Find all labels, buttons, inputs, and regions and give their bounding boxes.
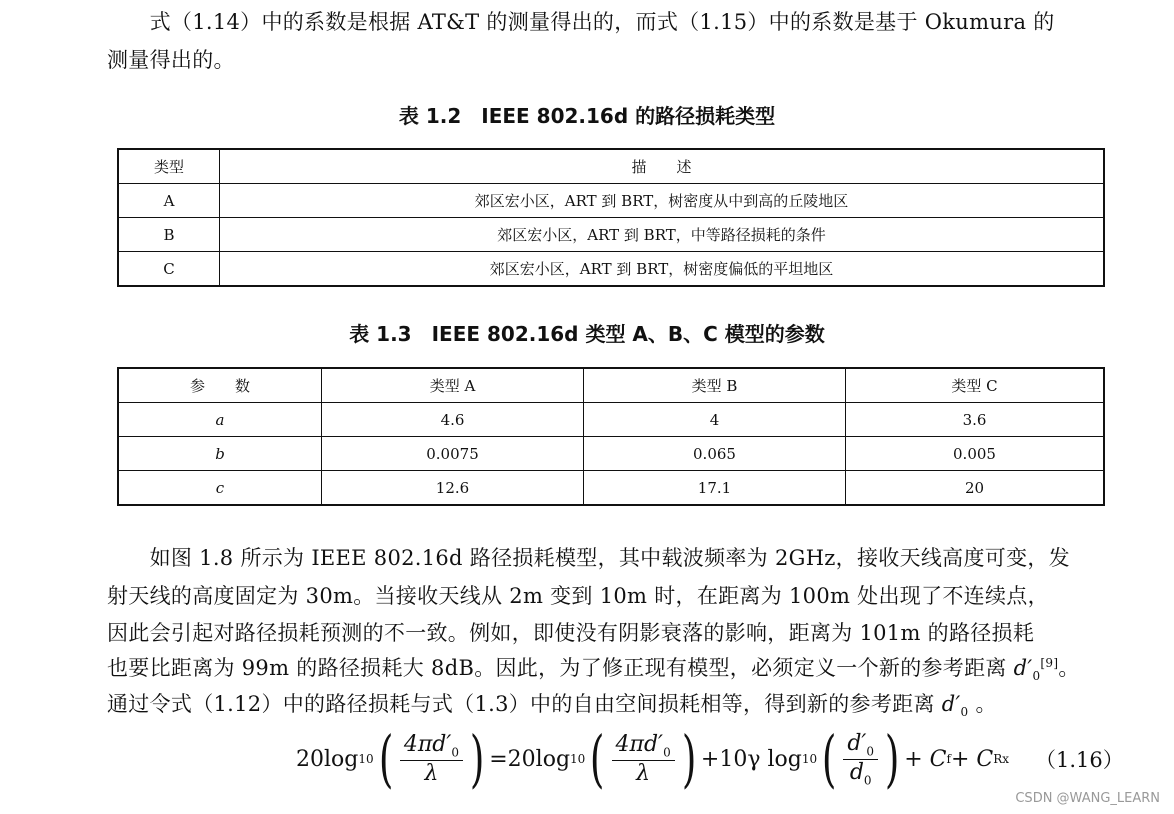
numerator: 4πd′ xyxy=(615,732,664,758)
table-row xyxy=(118,471,1104,506)
cell: 17.1 xyxy=(584,471,846,506)
cell: C xyxy=(118,252,220,287)
punct: 。 xyxy=(968,692,997,716)
paragraph-line: 因此会引起对路径损耗预测的不一致。例如，即使没有阴影衰落的影响，距离为 101m 的路径损耗 xyxy=(107,621,1035,645)
eq-term: 20log xyxy=(507,746,571,772)
model-parameters-table xyxy=(117,367,1105,506)
cell: 0.065 xyxy=(584,437,846,471)
subscript: 0 xyxy=(866,744,875,759)
paragraph-line: 式（1.14）中的系数是根据 AT&T 的测量得出的，而式（1.15）中的系数是基于 Okumura 的 xyxy=(107,10,1055,34)
cell: 0.0075 xyxy=(322,437,584,471)
paragraph-line xyxy=(107,652,1080,683)
denominator: λ xyxy=(424,760,439,786)
subscript: 0 xyxy=(960,705,969,720)
line-text: 通过令式（1.12）中的路径损耗与式（1.3）中的自由空间损耗相等，得到新的参考距离 xyxy=(107,692,942,716)
cell: 4 xyxy=(584,403,846,437)
subscript: f xyxy=(946,752,951,766)
eq-term: + C xyxy=(950,746,994,772)
path-loss-types-table xyxy=(117,148,1105,287)
paragraph-line: 如图 1.8 所示为 IEEE 802.16d 路径损耗模型，其中载波频率为 2GHz，接收天线高度可变，发 xyxy=(107,546,1070,570)
punct: 。 xyxy=(1058,656,1080,680)
table-row xyxy=(118,403,1104,437)
cell: B xyxy=(118,218,220,252)
eq-term: +10γ log xyxy=(700,746,802,772)
table-row xyxy=(118,252,1104,287)
symbol: d′ xyxy=(1013,656,1033,680)
paragraph-line xyxy=(107,688,997,719)
table-header: 类型 A xyxy=(322,368,584,403)
subscript: Rx xyxy=(993,752,1010,766)
table-caption: 表 1.3 IEEE 802.16d 类型 A、B、C 模型的参数 xyxy=(349,322,825,346)
fraction xyxy=(843,731,878,787)
cell: 4.6 xyxy=(322,403,584,437)
cell: 20 xyxy=(846,471,1105,506)
paragraph-line: 测量得出的。 xyxy=(107,48,235,72)
fraction xyxy=(612,732,675,785)
numerator: d′ xyxy=(847,731,867,757)
table-caption: 表 1.2 IEEE 802.16d 的路径损耗类型 xyxy=(398,104,776,128)
table-row xyxy=(118,437,1104,471)
paragraph-line: 射天线的高度固定为 30m。当接收天线从 2m 变到 10m 时，在距离为 100m 处出现了不连续点， xyxy=(107,584,1049,608)
numerator: 4πd′ xyxy=(403,732,452,758)
table-header: 类型 xyxy=(118,149,220,184)
cell: 郊区宏小区，ART 到 BRT，中等路径损耗的条件 xyxy=(220,218,1105,252)
table-header: 类型 B xyxy=(584,368,846,403)
cell: a xyxy=(118,403,322,437)
denominator: d xyxy=(849,759,864,785)
subscript: 0 xyxy=(663,745,671,760)
cell: A xyxy=(118,184,220,218)
table-header: 参 数 xyxy=(118,368,322,403)
cell: 12.6 xyxy=(322,471,584,506)
equals: = xyxy=(489,746,508,772)
cell: 郊区宏小区，ART 到 BRT，树密度从中到高的丘陵地区 xyxy=(220,184,1105,218)
subscript: 0 xyxy=(451,745,460,760)
equation-1-16: 20log 10 ( $\frac{4\pi d'_0}{\lambda}$ ) = 20log 10 ( $\frac{4\pi d'_0}{\lambda}$ ) +10γ log 10 ( $\frac{d'_0}{d_0}$ ) + C f + C Rx xyxy=(296,722,1010,795)
subscript: 10 xyxy=(358,752,374,766)
line-text: 也要比距离为 99m 的路径损耗大 8dB。因此，为了修正现有模型，必须定义一个新的参考距离 xyxy=(107,656,1014,680)
fraction xyxy=(400,732,463,785)
table-row xyxy=(118,184,1104,218)
table-row xyxy=(118,218,1104,252)
table-header: 类型 C xyxy=(846,368,1105,403)
cell: 3.6 xyxy=(846,403,1105,437)
cell: 0.005 xyxy=(846,437,1105,471)
watermark: CSDN @WANG_LEARN xyxy=(1015,791,1160,806)
cell: b xyxy=(118,437,322,471)
citation: [9] xyxy=(1040,656,1059,670)
subscript: 10 xyxy=(570,752,586,766)
subscript: 0 xyxy=(863,772,872,787)
cell: 郊区宏小区，ART 到 BRT，树密度偏低的平坦地区 xyxy=(220,252,1105,287)
denominator: λ xyxy=(636,760,651,786)
eq-term: + C xyxy=(904,746,947,772)
cell: c xyxy=(118,471,322,506)
subscript: 0 xyxy=(1032,669,1041,684)
subscript: 10 xyxy=(801,752,818,766)
eq-term: 20log xyxy=(296,746,359,772)
table-header: 描 述 xyxy=(220,149,1105,184)
equation-number: （1.16） xyxy=(1035,748,1124,772)
symbol: d′ xyxy=(941,692,961,716)
